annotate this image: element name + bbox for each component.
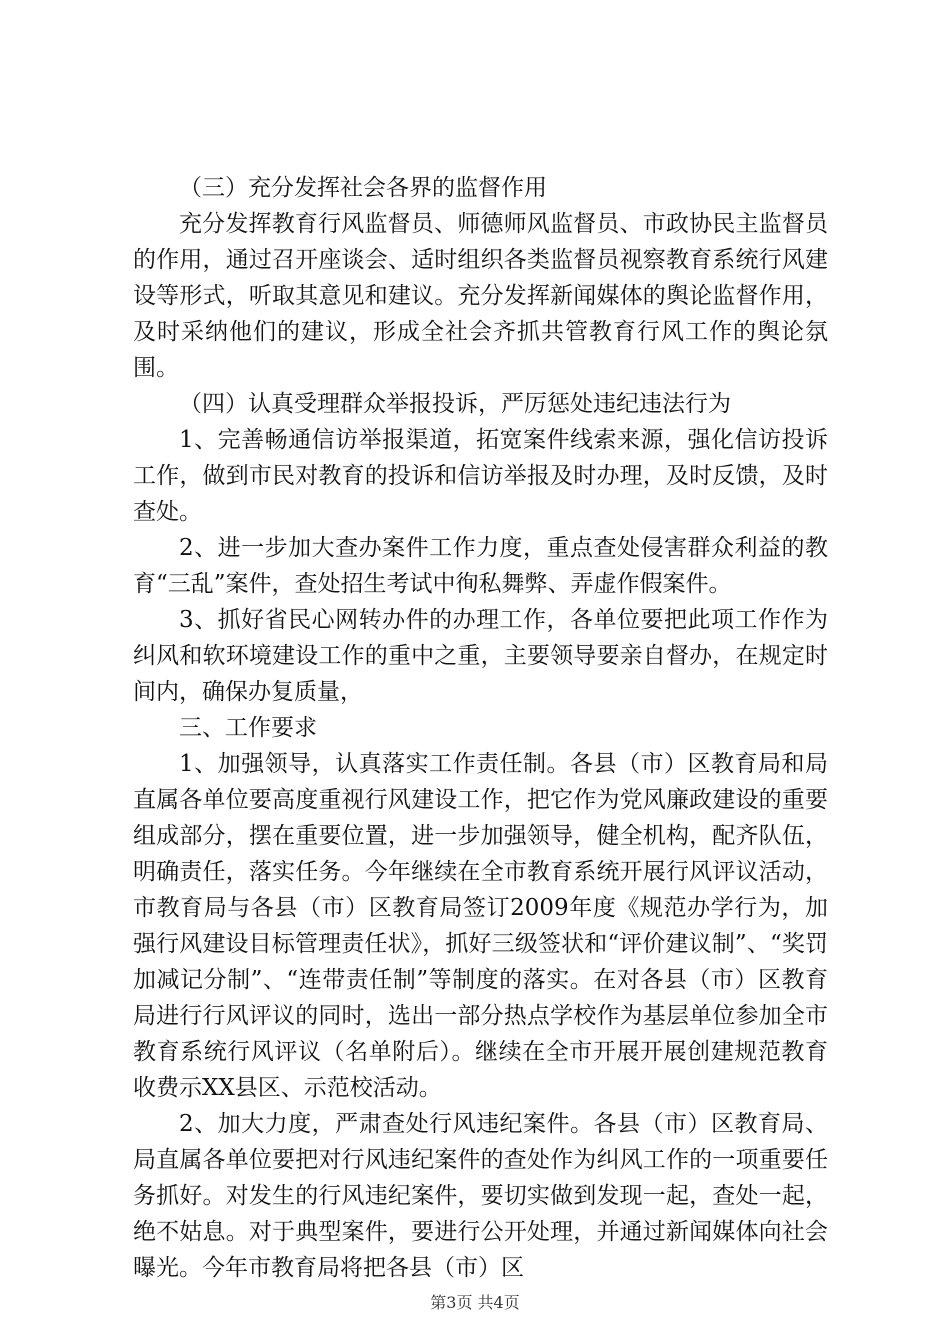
document-body xyxy=(133,170,828,1286)
list-item-paragraph: 1、加强领导，认真落实工作责任制。各县（市）区教育局和局直属各单位要高度重视行风建设工作，把它作为党风廉政建设的重要组成部分，摆在重要位置，进一步加强领导，健全机构，配齐队伍，明确责任，落实任务。今年继续在全市教育系统开展行风评议活动，市教育局与各县（市）区教育局签订2009年度《规范办学行为，加强行风建设目标管理责任状》，抓好三级签状和“评价建议制”、“奖罚加减记分制”、“连带责任制”等制度的落实。在对各县（市）区教育局进行行风评议的同时，选出一部分热点学校作为基层单位参加全市教育系统行风评议（名单附后）。继续在全市开展开展创建规范教育收费示XX县区、示范校活动。 xyxy=(133,751,828,1101)
body-paragraph: 充分发挥教育行风监督员、师德师风监督员、市政协民主监督员的作用，通过召开座谈会、适时组织各类监督员视察教育系统行风建设等形式，听取其意见和建议。充分发挥新闻媒体的舆论监督作用，及时采纳他们的建议，形成全社会齐抓共管教育行风工作的舆论氛围。 xyxy=(133,211,828,381)
list-item-paragraph: 3、抓好省民心网转办件的办理工作，各单位要把此项工作作为纠风和软环境建设工作的重中之重，主要领导要亲自督办，在规定时间内，确保办复质量， xyxy=(133,607,828,705)
list-item-paragraph: 2、加大力度，严肃查处行风违纪案件。各县（市）区教育局、局直属各单位要把对行风违纪案件的查处作为纠风工作的一项重要任务抓好。对发生的行风违纪案件，要切实做到发现一起，查处一起，绝不姑息。对于典型案件，要进行公开处理，并通过新闻媒体向社会曝光。今年市教育局将把各县（市）区 xyxy=(133,1111,828,1281)
list-item-paragraph: 2、进一步加大查办案件工作力度，重点查处侵害群众利益的教育“三乱”案件，查处招生考试中徇私舞弊、弄虚作假案件。 xyxy=(133,535,828,597)
section-heading-3: （三）充分发挥社会各界的监督作用 xyxy=(179,175,547,201)
page-number-footer: 第3页 共4页 xyxy=(430,1293,520,1312)
section-heading-4: （四）认真受理群众举报投诉，严厉惩处违纪违法行为 xyxy=(179,391,731,417)
list-item-paragraph: 1、完善畅通信访举报渠道，拓宽案件线索来源，强化信访投诉工作，做到市民对教育的投诉和信访举报及时办理，及时反馈，及时查处。 xyxy=(133,427,828,525)
section-heading-work-requirements: 三、工作要求 xyxy=(179,715,317,741)
